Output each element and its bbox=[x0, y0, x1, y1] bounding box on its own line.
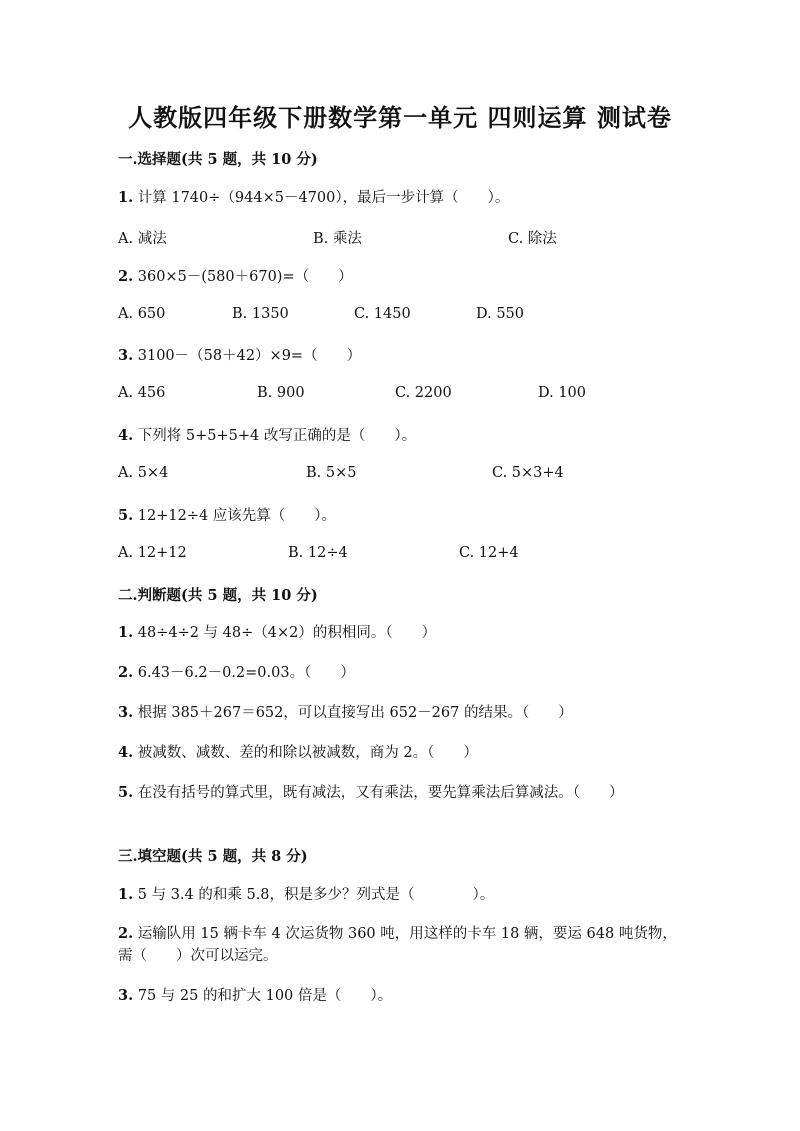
option-d: D. 550 bbox=[476, 306, 525, 322]
option-c: C. 除法 bbox=[508, 231, 557, 247]
question-text: 被减数、减数、差的和除以被减数，商为 2。（ ） bbox=[133, 745, 478, 761]
question-text: 运输队用 15 辆卡车 4 次运货物 360 吨，用这样的卡车 18 辆，要运 648 吨货物，需（ ）次可以运完。 bbox=[118, 926, 677, 964]
question-number: 3. bbox=[118, 704, 134, 721]
option-c: C. 5×3+4 bbox=[492, 465, 564, 481]
section-heading-choice: 一.选择题(共 5 题，共 10 分) bbox=[118, 151, 318, 168]
option-a: A. 12+12 bbox=[118, 545, 187, 561]
option-b: B. 900 bbox=[257, 385, 305, 401]
question-number: 1. bbox=[118, 189, 134, 206]
question-judge-4 bbox=[118, 742, 708, 764]
question-text: 计算 1740÷（944×5－4700），最后一步计算（ ）。 bbox=[133, 190, 510, 206]
options-choice-4 bbox=[118, 465, 718, 487]
question-text: 在没有括号的算式里，既有减法，又有乘法，要先算乘法后算减法。（ ） bbox=[133, 785, 624, 801]
question-judge-2 bbox=[118, 662, 708, 684]
question-fill-1 bbox=[118, 884, 708, 906]
option-b: B. 乘法 bbox=[313, 231, 362, 247]
question-text: 5 与 3.4 的和乘 5.8，积是多少？列式是（ ）。 bbox=[133, 887, 495, 903]
question-text: 6.43－6.2－0.2=0.03。（ ） bbox=[133, 665, 355, 681]
page-title: 人教版四年级下册数学第一单元 四则运算 测试卷 bbox=[128, 103, 672, 132]
question-choice-5 bbox=[118, 505, 708, 527]
question-fill-2 bbox=[118, 923, 688, 967]
question-number: 4. bbox=[118, 744, 134, 761]
question-number: 2. bbox=[118, 925, 134, 942]
question-fill-3 bbox=[118, 985, 708, 1007]
question-choice-2 bbox=[118, 266, 708, 288]
options-choice-2 bbox=[118, 306, 718, 328]
question-text: 12+12÷4 应该先算（ ）。 bbox=[133, 508, 337, 524]
question-choice-1 bbox=[118, 187, 708, 209]
question-judge-1 bbox=[118, 622, 708, 644]
option-b: B. 12÷4 bbox=[288, 545, 348, 561]
options-choice-1 bbox=[118, 227, 718, 249]
options-choice-5 bbox=[118, 545, 718, 567]
question-number: 3. bbox=[118, 347, 134, 364]
option-c: C. 1450 bbox=[354, 306, 411, 322]
option-a: A. 5×4 bbox=[118, 465, 169, 481]
question-number: 1. bbox=[118, 624, 134, 641]
question-number: 1. bbox=[118, 886, 134, 903]
question-text: 3100－（58＋42）×9=（ ） bbox=[133, 348, 362, 364]
question-number: 3. bbox=[118, 987, 134, 1004]
option-c: C. 12+4 bbox=[459, 545, 519, 561]
question-judge-5 bbox=[118, 782, 658, 804]
question-choice-4 bbox=[118, 425, 708, 447]
question-number: 4. bbox=[118, 427, 134, 444]
question-judge-3 bbox=[118, 702, 708, 724]
option-a: A. 650 bbox=[118, 306, 166, 322]
section-heading-judge: 二.判断题(共 5 题，共 10 分) bbox=[118, 587, 318, 604]
question-text: 48÷4÷2 与 48÷（4×2）的积相同。（ ） bbox=[133, 625, 437, 641]
option-b: B. 5×5 bbox=[306, 465, 357, 481]
option-b: B. 1350 bbox=[232, 306, 289, 322]
option-a: A. 减法 bbox=[118, 231, 167, 247]
question-text: 下列将 5+5+5+4 改写正确的是（ ）。 bbox=[133, 428, 417, 444]
question-number: 5. bbox=[118, 784, 134, 801]
options-choice-3 bbox=[118, 385, 718, 407]
option-d: D. 100 bbox=[538, 385, 587, 401]
question-text: 75 与 25 的和扩大 100 倍是（ ）。 bbox=[133, 988, 393, 1004]
question-text: 根据 385＋267＝652，可以直接写出 652－267 的结果。（ ） bbox=[133, 705, 573, 721]
option-a: A. 456 bbox=[118, 385, 166, 401]
question-number: 2. bbox=[118, 664, 134, 681]
question-number: 5. bbox=[118, 507, 134, 524]
section-heading-fill: 三.填空题(共 5 题，共 8 分) bbox=[118, 848, 308, 865]
option-c: C. 2200 bbox=[395, 385, 452, 401]
question-number: 2. bbox=[118, 268, 134, 285]
question-choice-3 bbox=[118, 345, 708, 367]
question-text: 360×5－(580＋670)=（ ） bbox=[133, 269, 353, 285]
